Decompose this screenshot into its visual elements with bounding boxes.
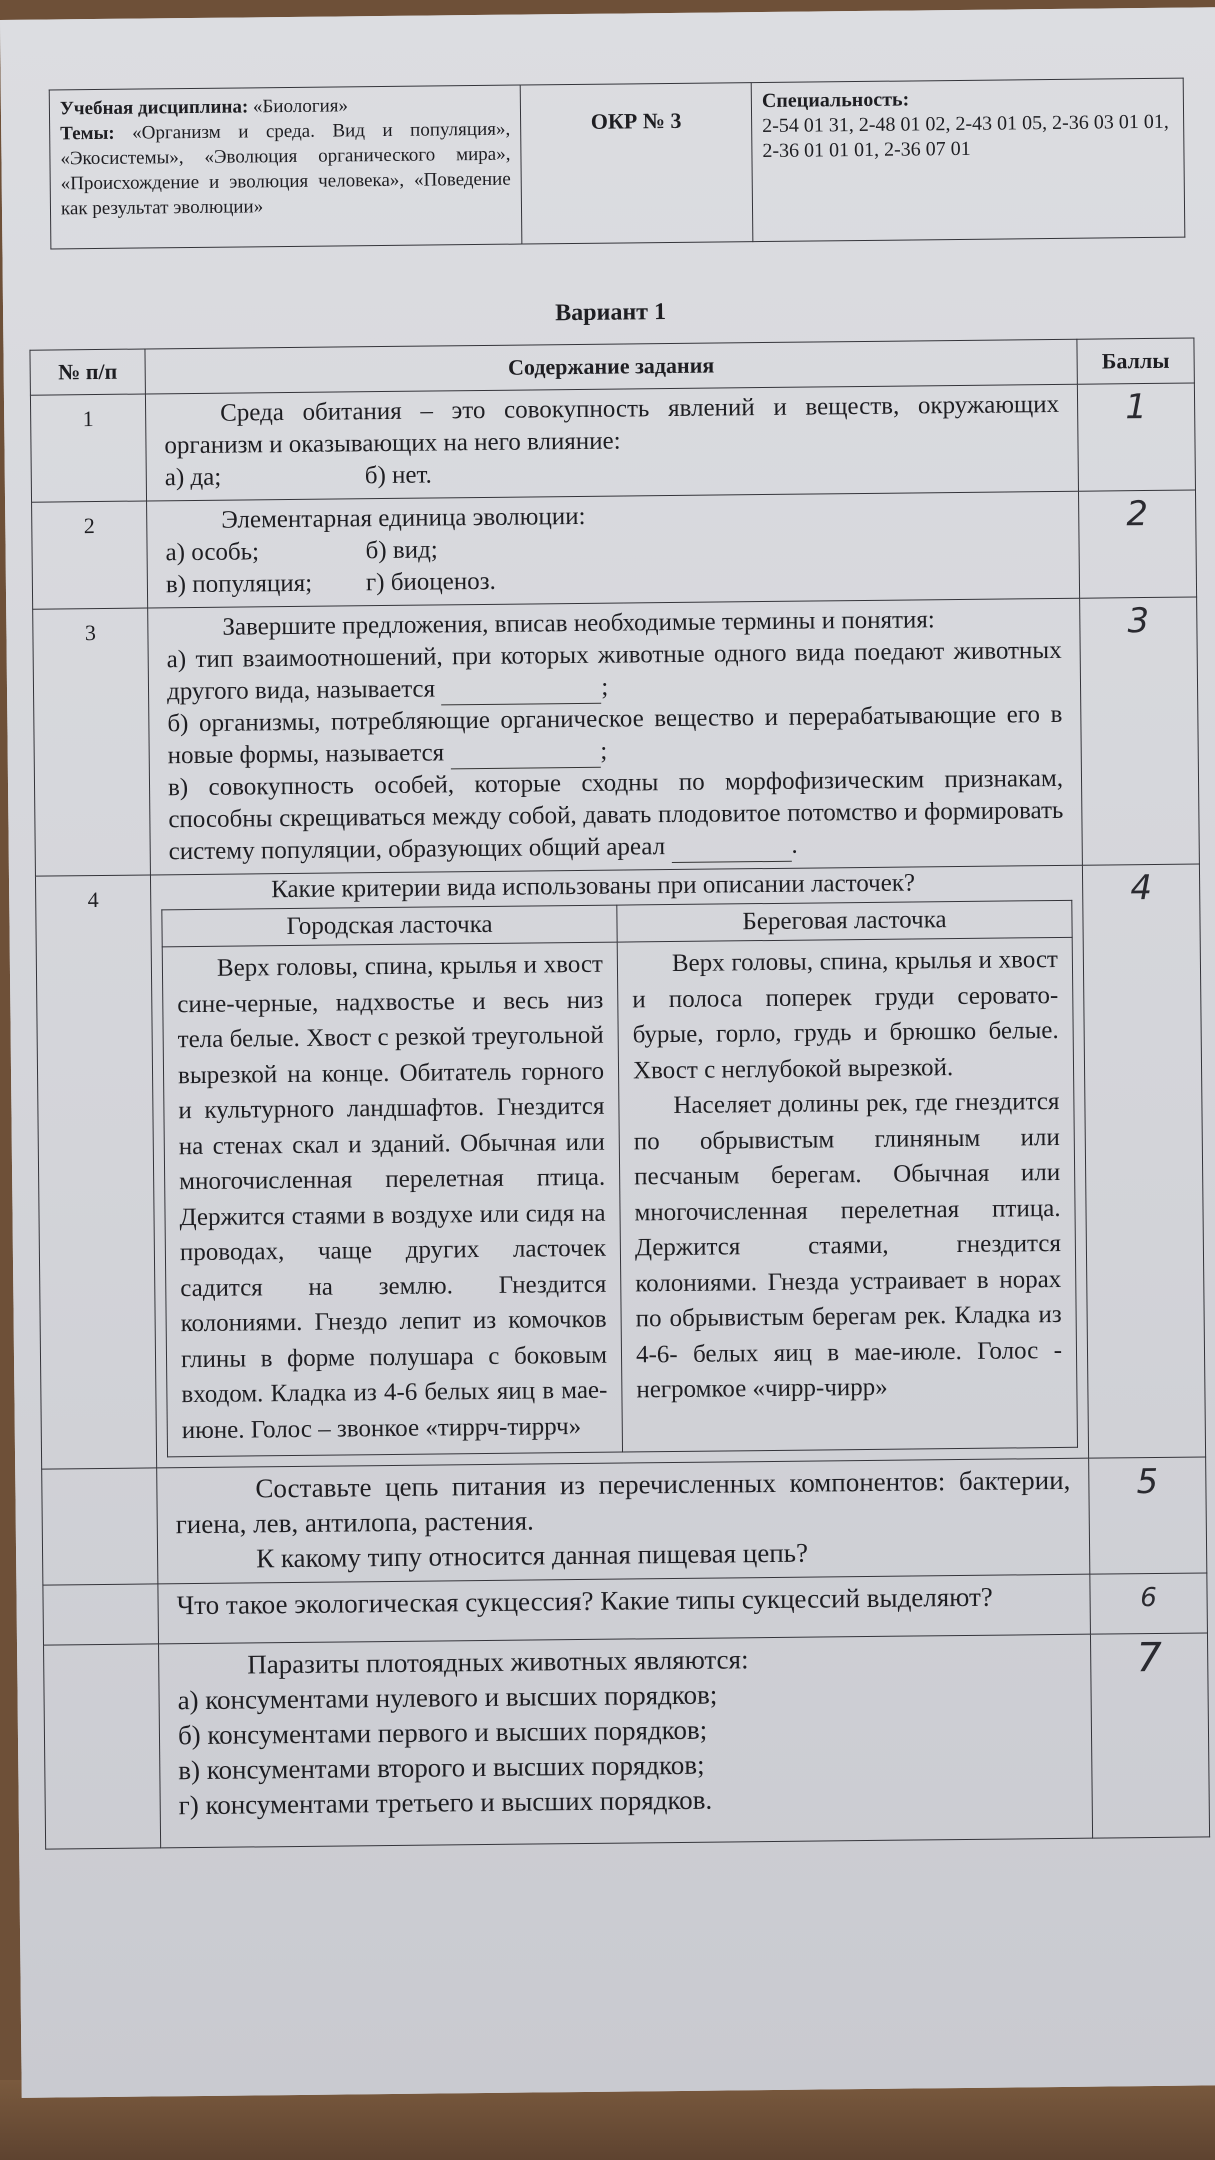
swallow-paragraph: Населяет долины рек, где гнездится по обрывистым глиняным или песчаным берегам. Обычная или многочисленная перелетная птица. Держится стаями, гнездится колониями. Гнезда устраивает в норах по обрывистым берегам рек. Кладка из 4-6- белых яиц в мае-июле. Голос - негромкое «чирр-чирр» bbox=[633, 1087, 1063, 1404]
task-row-2 bbox=[32, 490, 1197, 609]
option-a: а) да; bbox=[164, 463, 222, 492]
option-c: в) консументами второго и высших порядков; bbox=[178, 1749, 705, 1786]
handwritten-score: 4 bbox=[1130, 867, 1153, 909]
handwritten-score: 1 bbox=[1125, 387, 1148, 428]
discipline-label: Учебная дисциплина: bbox=[59, 96, 249, 120]
task-text: Что такое экологическая сукцессия? Какие типы сукцессий выделяют? bbox=[176, 1581, 993, 1621]
task-num: 3 bbox=[33, 608, 151, 876]
option-b: б) вид; bbox=[365, 536, 438, 565]
task-score bbox=[1090, 1633, 1209, 1838]
item-c: в) совокупность особей, которые сходны по морфофизическим признакам, способны скрещиваться между собой, давать плодовитое потомство и формировать систему популяции, образующих общий ареал . bbox=[167, 764, 1064, 866]
discipline-cell bbox=[49, 85, 522, 249]
answer-blank[interactable] bbox=[671, 839, 791, 863]
item-c-text: в) совокупность особей, которые сходны по морфофизическим признакам, способны скрещиваться между собой, давать плодовитое потомство и формировать систему популяции, образующих общий ареал bbox=[167, 764, 1064, 866]
task-row-4 bbox=[35, 864, 1205, 1469]
task-content bbox=[147, 491, 1080, 608]
option-b: б) нет. bbox=[364, 461, 433, 490]
task-num bbox=[42, 1468, 158, 1585]
option-b: б) консументами первого и высших порядков; bbox=[177, 1714, 708, 1751]
variant-title: Вариант 1 bbox=[555, 299, 667, 327]
task-row-5 bbox=[42, 1457, 1207, 1585]
task-content bbox=[158, 1574, 1091, 1644]
handwritten-score: 7 bbox=[1136, 1634, 1163, 1682]
okr-cell: ОКР № 3 bbox=[520, 83, 753, 244]
discipline-value: «Биология» bbox=[252, 95, 349, 118]
task-content bbox=[157, 1458, 1090, 1584]
swallow-description bbox=[617, 937, 1077, 1452]
swallow-paragraph: Верх головы, спина, крылья и хвост сине-черные, надхвостье и весь низ тела белые. Хвост с резкой треугольной вырезкой на конце. Обитатель горного и культурного ландшафтов. Гнездится на стенах скал и зданий. Обычная или многочисленная перелетная птица. Держится стаями в воздухе или сидя на проводах, чаще других ласточек садится на землю. Гнездится колониями. Гнездо лепит из комочков глины в форме полушара с боковым входом. Кладка из 4-6 белых яиц в мае-июне. Голос – звонкое «тиррч-тиррч» bbox=[177, 950, 608, 1444]
item-a: а) тип взаимоотношений, при которых животные одного вида поедают животных другого вида, называется ; bbox=[166, 636, 1062, 706]
task-text: Среда обитания – это совокупность явлений и веществ, окружающих организм и оказывающих на него влияние: bbox=[164, 390, 1060, 460]
handwritten-score: 5 bbox=[1136, 1461, 1159, 1503]
swallow-description bbox=[162, 942, 622, 1457]
task-text: Элементарная единица эволюции: bbox=[221, 502, 586, 534]
option-a: а) особь; bbox=[165, 538, 260, 567]
item-b: б) организмы, потребляющие органическое вещество и перерабатывающие его в новые формы, называется ; bbox=[167, 700, 1063, 770]
task-content bbox=[150, 865, 1088, 1468]
option-d: г) биоценоз. bbox=[365, 567, 496, 597]
swallow-col-title: Городская ласточка bbox=[162, 905, 617, 947]
task-text: Паразиты плотоядных животных являются: bbox=[247, 1644, 749, 1680]
header-num: № п/п bbox=[30, 349, 145, 395]
answer-blank[interactable] bbox=[441, 681, 601, 706]
option-d: г) консументами третьего и высших порядков. bbox=[178, 1784, 713, 1821]
task-score bbox=[1077, 383, 1195, 491]
swallow-table bbox=[161, 900, 1078, 1458]
task-score bbox=[1089, 1457, 1207, 1574]
swallow-col-title: Береговая ласточка bbox=[617, 900, 1072, 942]
task-num bbox=[43, 1584, 159, 1645]
task-score bbox=[1078, 490, 1196, 598]
tasks-table bbox=[29, 338, 1210, 1850]
specialty-value: 2-54 01 31, 2-48 01 02, 2-43 01 05, 2-36 03 01 01, 2-36 01 01 01, 2-36 07 01 bbox=[762, 110, 1169, 163]
header-score: Баллы bbox=[1077, 338, 1194, 384]
topics-value: «Организм и среда. Вид и популяция», «Экосистемы», «Эволюция органического мира», «Происхождение и эволюция человека», «Поведение как результат эволюции» bbox=[60, 118, 511, 220]
swallow-paragraph: Верх головы, спина, крылья и хвост и полоса поперек груди серовато-бурые, горло, грудь и брюшко белые. Хвост с неглубокой вырезкой. bbox=[632, 945, 1059, 1084]
task-text: Составьте цепь питания из перечисленных компонентов: бактерии, гиена, лев, антилопа, растения. bbox=[175, 1464, 1071, 1540]
task-row-3 bbox=[33, 597, 1200, 876]
handwritten-score: 3 bbox=[1127, 601, 1150, 642]
task-num: 2 bbox=[32, 501, 148, 609]
task-num bbox=[44, 1644, 161, 1849]
task-content bbox=[145, 384, 1078, 501]
task-text: Какие критерии вида использованы при описании ласточек? bbox=[270, 869, 916, 904]
handwritten-score: 6 bbox=[1140, 1582, 1158, 1614]
task-text-2: К какому типу относится данная пищевая цепь? bbox=[255, 1537, 809, 1574]
task-score bbox=[1082, 864, 1205, 1458]
exam-sheet bbox=[0, 7, 1215, 2098]
task-row-7 bbox=[44, 1633, 1210, 1849]
task-content bbox=[159, 1634, 1093, 1848]
task-score bbox=[1090, 1573, 1208, 1634]
specialty-label: Специальность: bbox=[761, 88, 910, 113]
answer-blank[interactable] bbox=[450, 745, 600, 770]
item-b-text: б) организмы, потребляющие органическое вещество и перерабатывающие его в новые формы, называется bbox=[167, 700, 1063, 770]
task-row-1 bbox=[30, 383, 1195, 502]
option-c: в) популяция; bbox=[165, 569, 313, 599]
task-content bbox=[148, 598, 1083, 875]
handwritten-score: 2 bbox=[1126, 494, 1149, 535]
option-a: а) консументами нулевого и высших порядков; bbox=[177, 1679, 718, 1716]
header-content: Содержание задания bbox=[145, 339, 1077, 394]
task-num: 4 bbox=[35, 875, 156, 1469]
topics-label: Темы: bbox=[60, 122, 115, 145]
specialty-cell bbox=[751, 78, 1185, 242]
task-score bbox=[1080, 597, 1200, 865]
header-table bbox=[49, 78, 1186, 250]
task-options bbox=[165, 528, 1061, 601]
task-num: 1 bbox=[30, 394, 146, 502]
task-text: Завершите предложения, вписав необходимые термины и понятия: bbox=[222, 606, 935, 641]
item-a-text: а) тип взаимоотношений, при которых животные одного вида поедают животных другого вида, называется bbox=[166, 636, 1062, 706]
